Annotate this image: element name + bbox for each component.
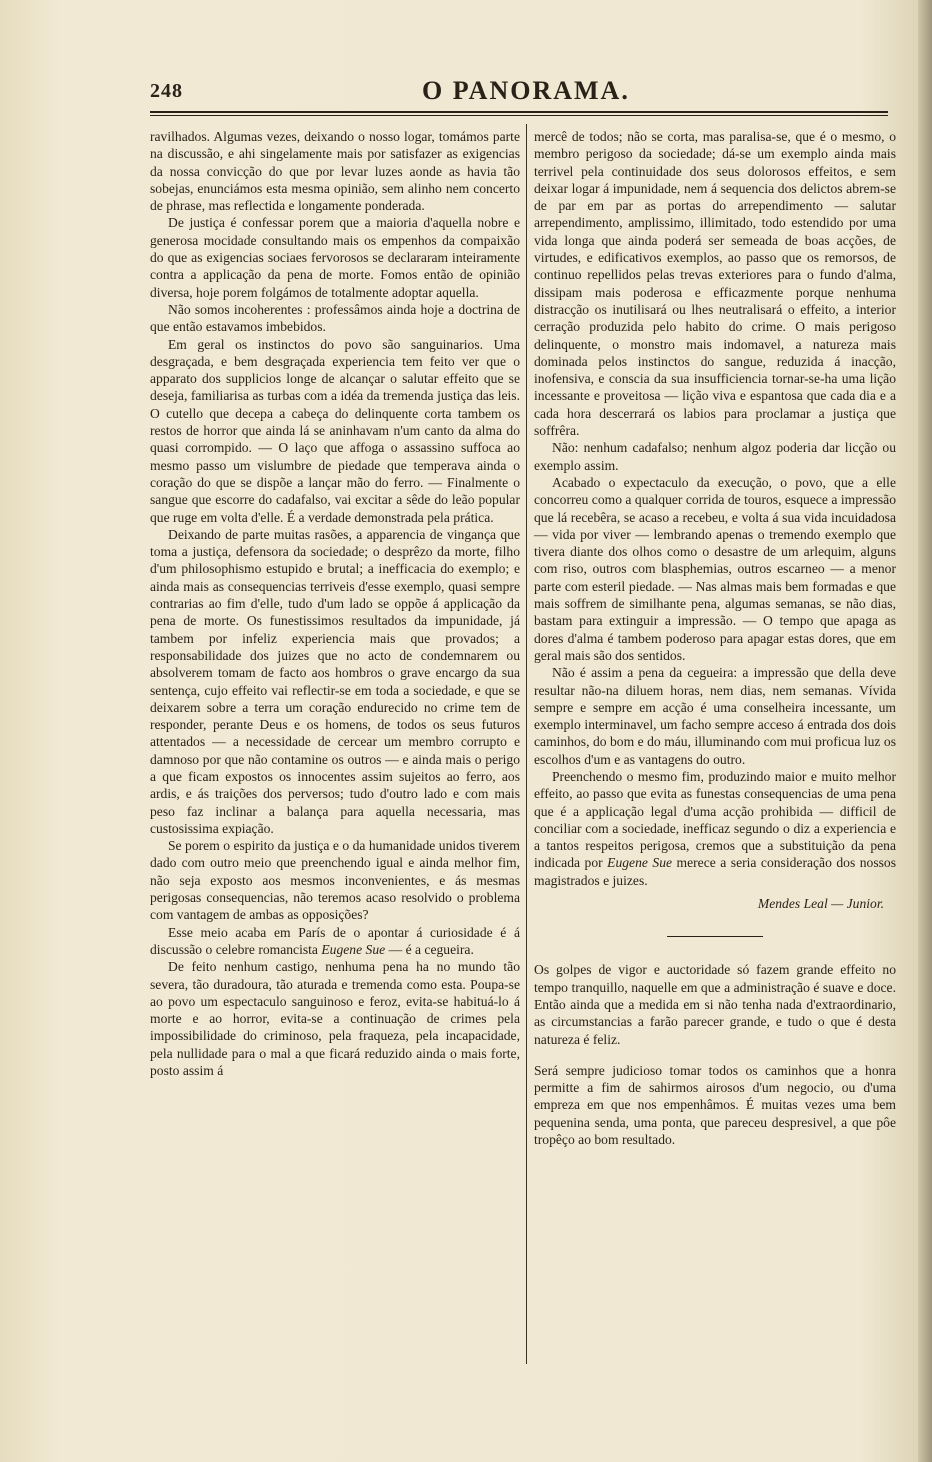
paragraph: mercê de todos; não se corta, mas paralisa-se, que é o mesmo, o membro perigoso da sociedade; dá-se um exemplo ainda mais terrivel pela continuidade dos seus dolorosos effeitos, e sem deixar logar á impunidade, nem á sequencia dos delictos abrem-se de par em par as portas do arrependimento — salutar arrependimento, amplissimo, illimitado, todo estendido por uma vida longa que ainda poderá ser semeada de boas acções, de virtudes, e edificativos exemplos, ao passo que os remorsos, de continuo repellidos pelas trevas exteriores para o fundo d'alma, dissipam mais poderosa e efficazmente porque nenhuma distracção os inutilisará ou lhes neutralisará o effeito, a interior cerração produzida pelo habito do crime. O mais perigoso delinquente, o monstro mais indomavel, a natureza mais dominada pelos instinctos do sangue, reduzida á inacção, inofensiva, e conscia da sua insufficiencia tornar-se-ha uma lição incessante e proveitosa — lição viva e espantosa que cada dia e a cada hora descerrará os labios para proclamar a justiça que soffrêra. [534,129,896,439]
book-spine-edge [918,0,932,1462]
paragraph: ravilhados. Algumas vezes, deixando o nosso logar, tomámos parte na discussão, e ahi singelamente mais por satisfazer as exigencias da nossa convicção do que por levar luzes aonde as havia tão sobejas, enunciámos esta mesma opinião, sem alinho nem concerto de phrase, mas reflectida e longamente ponderada. [150,129,520,214]
paragraph: Não é assim a pena da cegueira: a impressão que della deve resultar não-na diluem horas, nem dias, nem semanas. Vívida sempre e sempre em acção é uma conselheira incessante, um exemplo interminavel, um facho sempre acceso á entrada dos dois caminhos, do bom e do máu, illuminando com mui proficua luz os escolhos d'um e as vantagens do outro. [534,665,896,767]
paragraph: Se porem o espirito da justiça e o da humanidade unidos tiverem dado com outro meio que preenchendo igual e ainda melhor fim, não seja exposto aos mesmos inconvenientes, e ás mesmas perigosas consequencias, não teremos acaso resolvido o problema com vantagem de ambas as opposições? [150,838,520,923]
aphorism: Os golpes de vigor e auctoridade só fazem grande effeito no tempo tranquillo, naquelle em que a administração é suave e doce. Então ainda que a medida em si não tenha nada d'extraordinario, as circumstancias a farão parecer grande, e tudo o que é desta natureza é feliz. [534,962,896,1047]
aphorism: Será sempre judicioso tomar todos os caminhos que a honra permitte a fim de sahirmos airosos d'um negocio, ou d'uma empreza em que nos empenhâmos. É muitas vezes uma bem pequenina senda, uma ponta, que pareceu despresivel, a que pôe tropêço ao bom resultado. [534,1062,896,1148]
header-rule-thin [150,115,888,116]
right-column [534,128,896,1148]
paragraph: Acabado o expectaculo da execução, o povo, que a elle concorreu como a qualquer corrida de touros, esquece a impressão que lá recebêra, se acaso a recebeu, e volta á sua vida incuidadosa — vida por viver — lembrando apenas o tremendo exemplo que tivera diante dos olhos como o desastre de um arlequim, alguns com riso, outros com blasphemias, outros escarneo — a menor parte com esteril piedade. — Nas almas mais bem formadas e que mais soffrem de similhante pena, algumas semanas, se não dias, bastam para extinguir a impressão. — O tempo que apaga as dores d'alma é tambem poderoso para apagar estas dores, que em geral mais são dos sentidos. [534,474,896,663]
paragraph-text: Esse meio acaba em París de o apontar á curiosidade é á discussão o celebre romancista [150,924,520,957]
paragraph: Não: nenhum cadafalso; nenhum algoz poderia dar licção ou exemplo assim. [534,440,896,473]
section-separator [667,936,763,937]
paragraph-text: merece a seria consideração dos nossos magistrados e juizes. [534,855,897,888]
paragraph: Deixando de parte muitas rasões, a apparencia de vingança que toma a justiça, defensora da sociedade; o desprêzo da morte, filho d'um philosophismo estupido e brutal; a inefficacia do exemplo; e ainda mais as consequencias terriveis d'esse exemplo, quasi sempre contrarias ao fim d'elle, tudo d'um lado se oppõe á applicação da pena de morte. Os funestissimos resultados da impunidade, já tambem por infeliz experiencia mais que provados; a responsabilidade dos juizes que no acto de condemnarem ou absolverem tomam de facto aos hombros o grave encargo da sua sentença, cujo effeito vai reflectir-se em toda a sociedade, e que se deixarem sobre a terra um coração endurecido no crime tem de responder, perante Deus e os homens, de todos os seus futuros attentados — a necessidade de cercear um membro corrupto e damnoso por que não contamine os outros — e ainda mais o perigo a que ficam expostos os innocentes assim sujeitos ao ferro, aos ardis, e ás traições dos perversos; tudo d'outro lado e com mais peso faz inclinar a balança para aquella necessaria, mas custosissima expiação. [150,526,520,836]
paragraph-text: — é a cegueira. [385,941,474,957]
paragraph-text: Preenchendo o mesmo fim, produzindo maior e muito melhor effeito, ao passo que evita as funestas consequencias de uma pena que é a applicação legal d'uma acção prohibida — difficil de conciliar com a sociedade, inefficaz segundo o diz a experiencia e a tantos respeitos perigosa, cremos que a substituição da pena indicada por [534,768,896,871]
page-header [150,76,890,106]
paragraph: Não somos incoherentes : professâmos ainda hoje a doctrina de que então estavamos imbebidos. [150,301,520,335]
paragraph [150,924,520,959]
journal-title: O PANORAMA. [422,76,630,105]
paragraph [534,768,896,889]
paragraph: De justiça é confessar porem que a maioria d'aquella nobre e generosa mocidade consultando mais os empenhos da compaixão do que as exigencias sociaes fervorosos se declararam inteiramente contra a applicação da pena de morte. Fomos então de opinião diversa, hoje porem folgámos de totalmente adoptar aquella. [150,215,520,300]
page-number: 248 [150,80,183,102]
header-rule [150,111,888,113]
column-divider [526,124,527,1364]
author-name-italic: Eugene Sue [607,855,673,871]
author-name-italic: Eugene Sue [321,941,386,957]
paragraph: Em geral os instinctos do povo são sanguinarios. Uma desgraçada, e bem desgraçada experiencia tem feito ver que o apparato dos supplicios longe de alcançar o salutar effeito que se deseja, familiarisa as turbas com a idéa da tremenda justiça das leis. O cutello que decepa a cabeça do delinquente corta tambem os restos de horror que ainda lá se aninhavam n'um canto da alma do quasi corrompido. — O laço que affoga o assassino suffoca ao mesmo passo um vislumbre de piedade que temperava ainda o coração do que se dispõe a lançar mão do ferro. — Finalmente o sangue que escorre do cadafalso, vai excitar a sêde do leão popular que ruge em volta d'elle. É a verdade demonstrada pela prática. [150,336,520,525]
paragraph: De feito nenhum castigo, nenhuma pena ha no mundo tão severa, tão duradoura, tão aturada e tremenda como esta. Poupa-se ao povo um espectaculo sanguinoso e feroz, evita-se habituá-lo á morte e ao horror, evita-se a continuação de crimes pela impossibilidade do criminoso, pela fraqueza, pela incapacidade, pela nullidade para o mal a que ficará reduzido ainda o mais forte, posto assim á [150,959,520,1079]
article-signature: Mendes Leal — Junior. [757,896,884,912]
left-column [150,128,520,1079]
